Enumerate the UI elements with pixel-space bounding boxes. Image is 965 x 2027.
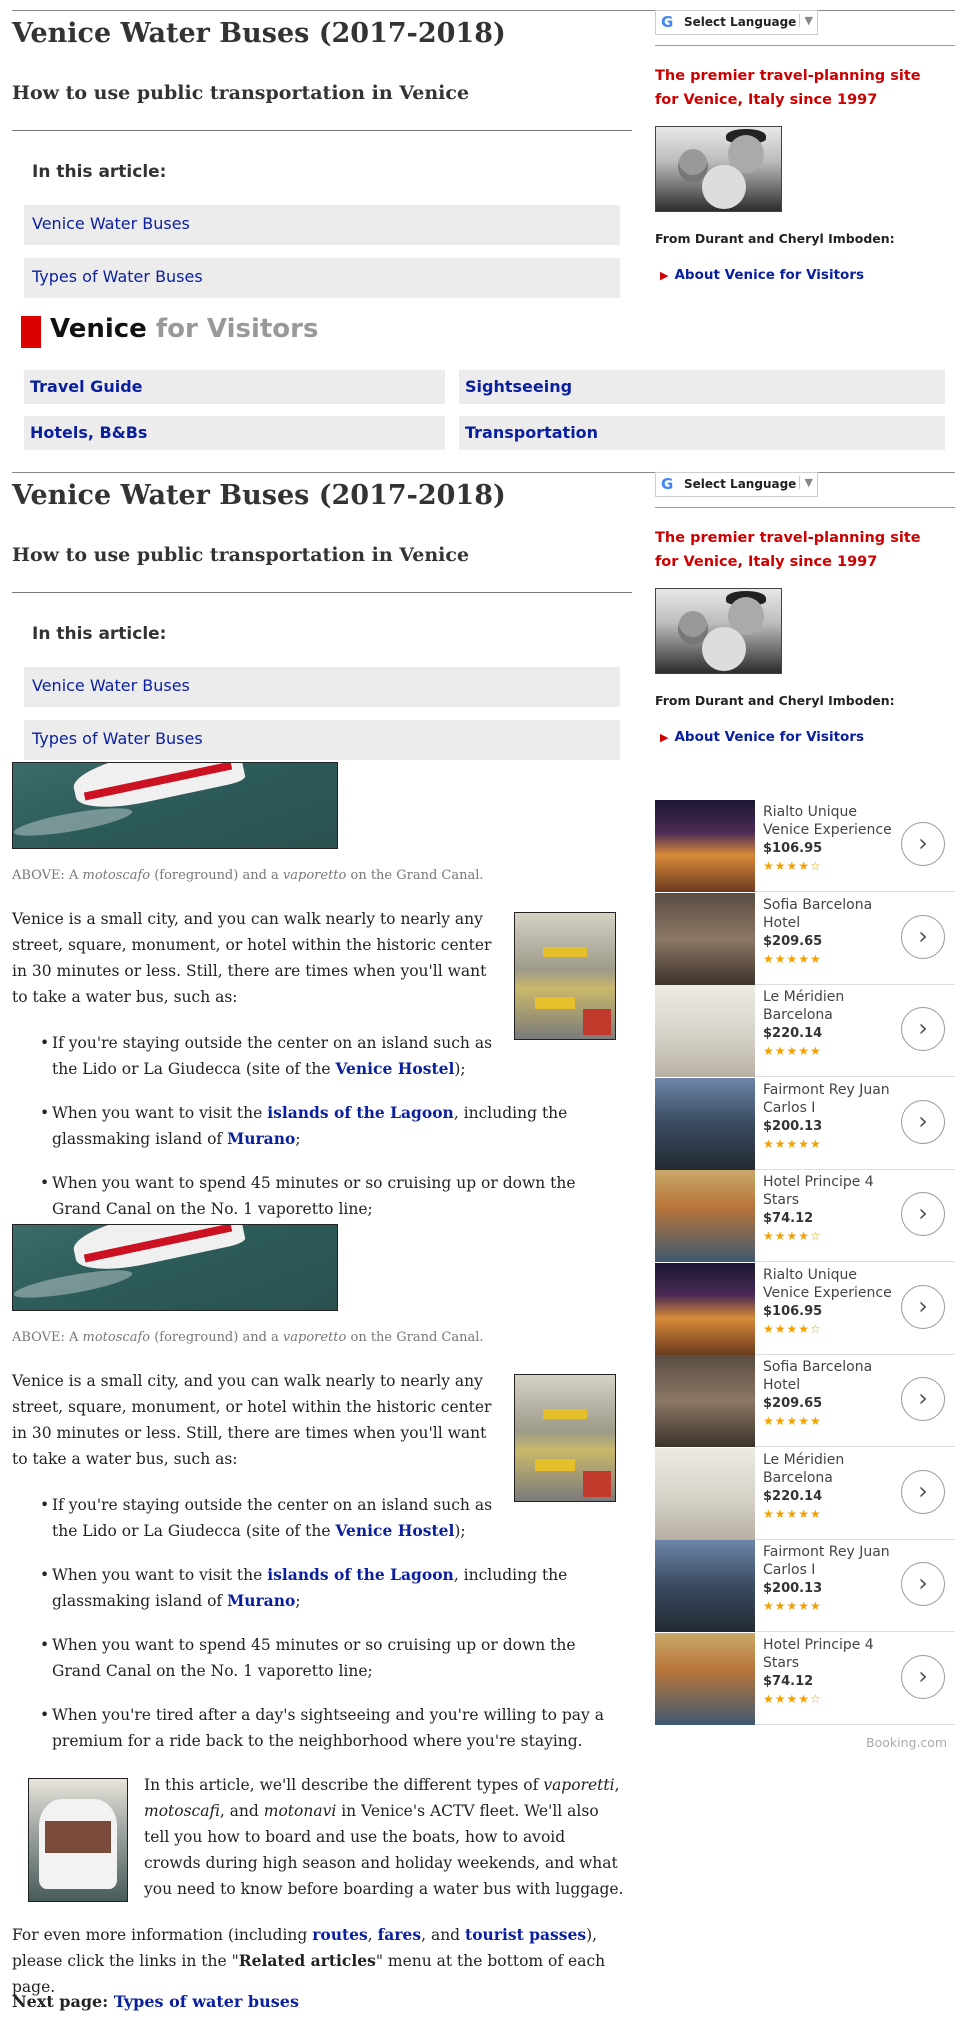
language-select[interactable] bbox=[655, 472, 818, 497]
lagoon-islands-link[interactable]: islands of the Lagoon bbox=[267, 1565, 454, 1584]
toc-item-water-buses[interactable] bbox=[24, 667, 620, 707]
list-item: • When you want to visit the islands of the Lagoon, including the glassmaking island of Murano; bbox=[40, 1565, 568, 1610]
murano-link[interactable]: Murano bbox=[227, 1129, 296, 1148]
nav-travel-guide[interactable] bbox=[24, 370, 445, 404]
tourist-passes-link[interactable]: tourist passes bbox=[465, 1925, 587, 1944]
chevron-right-icon[interactable]: › bbox=[901, 1470, 945, 1514]
toc-item-label: Venice Water Buses bbox=[32, 214, 190, 233]
hotel-price: $200.13 bbox=[763, 1118, 823, 1134]
article-scope-paragraph: In this article, we'll describe the different types of vaporetti, motoscafi, and motonavi in Venice's ACTV fleet. We'll also tell you how to board and use the boats, how to avoid crowds during high season and holiday weekends, and what you need to know before boarding a water bus with luggage. bbox=[144, 1776, 624, 1898]
hotel-card[interactable] bbox=[655, 1263, 955, 1355]
hotel-name: Sofia Barcelona Hotel bbox=[763, 896, 873, 931]
tagline-line: The premier travel-planning site bbox=[655, 530, 921, 546]
hotel-price: $220.14 bbox=[763, 1488, 823, 1504]
page-title: Venice Water Buses (2017-2018) bbox=[12, 18, 506, 49]
chevron-right-icon[interactable]: › bbox=[901, 1100, 945, 1144]
author-photo bbox=[655, 126, 782, 212]
chevron-right-icon[interactable]: › bbox=[901, 1377, 945, 1421]
page-title: Venice Water Buses (2017-2018) bbox=[12, 480, 506, 511]
hotel-photo bbox=[655, 800, 755, 892]
hotel-price: $220.14 bbox=[763, 1026, 823, 1041]
intro-paragraph: Venice is a small city, and you can walk nearly to nearly any street, square, monument, or hotel within the historic center in 30 minutes or less. Still, there are times when you'll want to take a water bus, such as: bbox=[12, 910, 492, 1006]
hotel-photo bbox=[655, 1170, 755, 1262]
ferry-photo bbox=[28, 1778, 128, 1902]
hotel-stars: ★★★★★ bbox=[763, 951, 822, 966]
hotel-price: $74.12 bbox=[763, 1673, 814, 1689]
hotel-photo bbox=[655, 1448, 755, 1540]
hotel-price: $209.65 bbox=[763, 933, 823, 949]
hotel-name: Hotel Principe 4 Stars bbox=[763, 1174, 874, 1208]
venice-hostel-link[interactable]: Venice Hostel bbox=[335, 1059, 455, 1078]
nav-sightseeing[interactable] bbox=[459, 370, 945, 404]
nav-label: Hotels, B&Bs bbox=[30, 423, 148, 442]
google-icon: G bbox=[661, 13, 674, 31]
hotel-photo bbox=[655, 1263, 755, 1355]
nav-label: Transportation bbox=[465, 423, 599, 442]
hotel-card[interactable] bbox=[655, 1355, 955, 1447]
tagline bbox=[655, 64, 955, 112]
list-item: • When you want to spend 45 minutes or so cruising up or down the Grand Canal on the No. 1 vaporetto line; bbox=[40, 1636, 576, 1680]
hotel-price: $209.65 bbox=[763, 1396, 823, 1411]
chevron-right-icon[interactable]: › bbox=[901, 1285, 945, 1329]
nav-hotels[interactable] bbox=[24, 416, 445, 450]
hotel-name: Fairmont Rey Juan Carlos I bbox=[763, 1081, 890, 1116]
brand-logo[interactable] bbox=[50, 314, 318, 344]
photo-caption: ABOVE: A motoscafo (foreground) and a vaporetto on the Grand Canal. bbox=[12, 868, 484, 883]
chevron-right-icon[interactable]: › bbox=[901, 1655, 945, 1699]
brand-suffix: for Visitors bbox=[146, 314, 319, 344]
motoscafo-photo bbox=[12, 1224, 338, 1311]
vaporetto-stop-photo bbox=[514, 912, 616, 1040]
about-link-label: About Venice for Visitors bbox=[674, 729, 865, 745]
hotel-card[interactable] bbox=[655, 1448, 955, 1540]
hotel-price: $200.13 bbox=[763, 1581, 823, 1596]
hotel-stars: ★★★★☆ bbox=[763, 859, 822, 873]
hotel-name: Rialto Unique Venice Experience bbox=[763, 1266, 892, 1301]
hotel-photo bbox=[655, 893, 755, 985]
toc-item-types[interactable] bbox=[24, 720, 620, 760]
venice-hostel-link[interactable]: Venice Hostel bbox=[335, 1521, 455, 1540]
nav-label: Sightseeing bbox=[465, 377, 573, 396]
list-item: • If you're staying outside the center on an island such as the Lido or La Giudecca (site of the Venice Hostel); bbox=[40, 1034, 493, 1078]
chevron-right-icon[interactable]: › bbox=[901, 1562, 945, 1606]
list-item: • When you want to spend 45 minutes or so cruising up or down the Grand Canal on the No. 1 vaporetto line; bbox=[40, 1174, 576, 1218]
murano-link[interactable]: Murano bbox=[227, 1591, 296, 1610]
hotel-stars: ★★★★★ bbox=[763, 1044, 822, 1058]
brand-mark bbox=[21, 316, 41, 348]
list-item: • When you want to visit the islands of the Lagoon, including the glassmaking island of Murano; bbox=[40, 1103, 568, 1148]
divider bbox=[12, 592, 632, 593]
hotel-photo bbox=[655, 1540, 755, 1632]
triangle-right-icon: ▶ bbox=[660, 269, 669, 282]
brand-name: Venice bbox=[50, 314, 147, 344]
chevron-right-icon[interactable]: › bbox=[901, 915, 945, 959]
author-photo bbox=[655, 588, 782, 674]
language-label: Select Language bbox=[684, 15, 797, 29]
page-subtitle: How to use public transportation in Venice bbox=[12, 544, 470, 566]
tagline-line: The premier travel-planning site bbox=[655, 68, 921, 84]
language-select[interactable] bbox=[655, 10, 818, 35]
hotel-card[interactable] bbox=[655, 1540, 955, 1632]
about-link-label: About Venice for Visitors bbox=[674, 267, 865, 283]
nav-transportation[interactable] bbox=[459, 416, 945, 450]
hotel-card[interactable] bbox=[655, 893, 955, 985]
routes-link[interactable]: routes bbox=[312, 1925, 368, 1944]
fares-link[interactable]: fares bbox=[377, 1925, 422, 1944]
tagline-line: for Venice, Italy since 1997 bbox=[655, 92, 878, 108]
hotel-card[interactable] bbox=[655, 1633, 955, 1725]
hotel-card[interactable] bbox=[655, 1078, 955, 1170]
hotel-name: Hotel Principe 4 Stars bbox=[763, 1636, 874, 1671]
booking-logo[interactable]: Booking.com bbox=[866, 1735, 948, 1750]
motoscafo-photo bbox=[12, 762, 338, 849]
about-link[interactable] bbox=[660, 267, 864, 283]
hotel-name: Le Méridien Barcelona bbox=[763, 1451, 845, 1486]
hotel-name: Le Méridien Barcelona bbox=[763, 989, 845, 1023]
chevron-right-icon[interactable]: › bbox=[901, 1192, 945, 1236]
hotel-stars: ★★★★★ bbox=[763, 1506, 822, 1521]
hotel-photo bbox=[655, 985, 755, 1077]
toc-item-water-buses[interactable] bbox=[24, 205, 620, 245]
next-page: Next page: Types of water buses bbox=[12, 1992, 299, 2011]
divider bbox=[12, 130, 632, 131]
more-info-paragraph: For even more information (including routes, fares, and tourist passes), please click the links in the "Related articles" menu at the bottom of each page. bbox=[12, 1925, 606, 1996]
lagoon-islands-link[interactable]: islands of the Lagoon bbox=[267, 1103, 454, 1122]
hotel-stars: ★★★★★ bbox=[763, 1414, 822, 1428]
about-link[interactable] bbox=[660, 729, 864, 745]
hotel-stars: ★★★★★ bbox=[763, 1136, 822, 1151]
hotel-price: $74.12 bbox=[763, 1211, 814, 1226]
toc-heading: In this article: bbox=[32, 624, 167, 644]
language-label: Select Language bbox=[684, 477, 797, 491]
next-page-link[interactable]: Types of water buses bbox=[113, 1992, 299, 2011]
hotel-card[interactable] bbox=[655, 1170, 955, 1262]
chevron-down-icon: ▼ bbox=[799, 476, 813, 489]
sidebar-rule bbox=[655, 507, 955, 508]
hotel-card[interactable] bbox=[655, 985, 955, 1077]
vaporetto-stop-photo bbox=[514, 1374, 616, 1502]
hotel-photo bbox=[655, 1633, 755, 1725]
hotel-stars: ★★★★☆ bbox=[763, 1321, 822, 1336]
hotel-photo bbox=[655, 1078, 755, 1170]
intro-paragraph: Venice is a small city, and you can walk nearly to nearly any street, square, monument, or hotel within the historic center in 30 minutes or less. Still, there are times when you'll want to take a water bus, such as: bbox=[12, 1372, 492, 1468]
chevron-down-icon: ▼ bbox=[799, 14, 813, 27]
hotel-stars: ★★★★☆ bbox=[763, 1229, 822, 1243]
toc-heading: In this article: bbox=[32, 162, 167, 182]
from-text: From Durant and Cheryl Imboden: bbox=[655, 231, 895, 246]
hotel-price: $106.95 bbox=[763, 1303, 823, 1319]
hotel-name: Sofia Barcelona Hotel bbox=[763, 1359, 873, 1393]
page-subtitle: How to use public transportation in Venice bbox=[12, 82, 470, 104]
from-text: From Durant and Cheryl Imboden: bbox=[655, 693, 895, 708]
list-item: • If you're staying outside the center on an island such as the Lido or La Giudecca (site of the Venice Hostel); bbox=[40, 1496, 493, 1540]
hotel-stars: ★★★★★ bbox=[763, 1599, 822, 1613]
toc-item-types[interactable] bbox=[24, 258, 620, 298]
toc-item-label: Types of Water Buses bbox=[32, 267, 203, 286]
hotel-name: Rialto Unique Venice Experience bbox=[763, 804, 892, 838]
list-item: • When you're tired after a day's sightseeing and you're willing to pay a premium for a ride back to the neighborhood where you're staying. bbox=[40, 1706, 604, 1750]
tagline bbox=[655, 526, 955, 574]
chevron-right-icon[interactable]: › bbox=[901, 1007, 945, 1051]
chevron-right-icon[interactable]: › bbox=[901, 822, 945, 866]
hotel-photo bbox=[655, 1355, 755, 1447]
hotel-name: Fairmont Rey Juan Carlos I bbox=[763, 1544, 890, 1578]
google-icon: G bbox=[661, 475, 674, 493]
sidebar-rule bbox=[655, 45, 955, 46]
nav-label: Travel Guide bbox=[30, 377, 143, 396]
toc-item-label: Venice Water Buses bbox=[32, 676, 190, 695]
photo-caption: ABOVE: A motoscafo (foreground) and a vaporetto on the Grand Canal. bbox=[12, 1330, 484, 1345]
hotel-card[interactable] bbox=[655, 800, 955, 892]
hotel-price: $106.95 bbox=[763, 841, 823, 856]
toc-item-label: Types of Water Buses bbox=[32, 729, 203, 748]
hotel-stars: ★★★★☆ bbox=[763, 1691, 822, 1706]
triangle-right-icon: ▶ bbox=[660, 731, 669, 744]
tagline-line: for Venice, Italy since 1997 bbox=[655, 554, 878, 570]
